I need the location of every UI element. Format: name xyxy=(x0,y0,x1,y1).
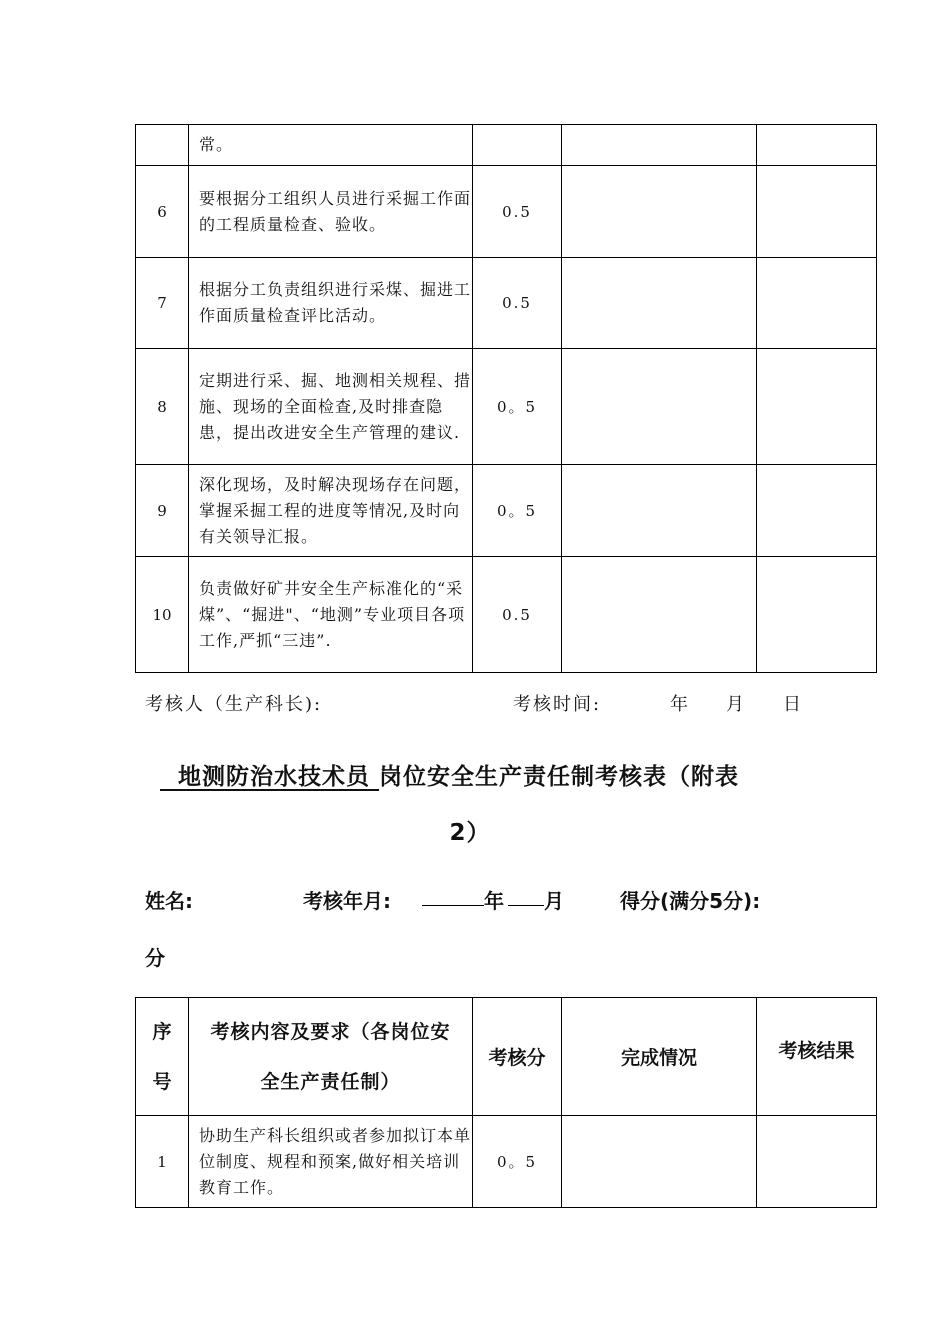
form-title xyxy=(160,758,820,791)
assessment-table xyxy=(135,997,877,1208)
name-label: 姓名: xyxy=(145,889,193,913)
row-content: 要根据分工组织人员进行采掘工作面的工程质量检查、验收。 xyxy=(189,166,473,258)
row-number: 6 xyxy=(136,166,189,258)
row-number: 10 xyxy=(136,557,189,673)
row-score: 0.5 xyxy=(473,166,562,258)
table-row xyxy=(136,1116,877,1208)
row-result-cell[interactable] xyxy=(757,1116,877,1208)
row-result-cell[interactable] xyxy=(757,166,877,258)
month-label: 月 xyxy=(726,694,746,715)
table-row xyxy=(136,258,877,349)
header-content: 考核内容及要求（各岗位安全生产责任制） xyxy=(189,998,473,1116)
row-status-cell[interactable] xyxy=(562,557,757,673)
row-content: 根据分工负责组织进行采煤、掘进工作面质量检查评比活动。 xyxy=(189,258,473,349)
position-name: 地测防治水技术员 xyxy=(178,764,371,790)
header-result: 考核结果 xyxy=(757,998,877,1116)
row-number: 8 xyxy=(136,349,189,465)
row-score xyxy=(473,125,562,166)
row-content: 负责做好矿井安全生产标准化的“采煤”、“掘进"、“地测”专业项目各项工作,严抓“三违”. xyxy=(189,557,473,673)
header-number: 序号 xyxy=(136,998,189,1116)
row-number: 7 xyxy=(136,258,189,349)
header-score: 考核分 xyxy=(473,998,562,1116)
month-label: 月 xyxy=(544,889,564,913)
row-status-cell[interactable] xyxy=(562,1116,757,1208)
row-status-cell[interactable] xyxy=(562,125,757,166)
table-header-row xyxy=(136,998,877,1116)
row-score: 0。5 xyxy=(473,349,562,465)
row-status-cell[interactable] xyxy=(562,258,757,349)
year-label: 年 xyxy=(484,889,504,913)
year-label: 年 xyxy=(670,694,690,715)
header-status: 完成情况 xyxy=(562,998,757,1116)
row-status-cell[interactable] xyxy=(562,166,757,258)
row-number: 9 xyxy=(136,465,189,557)
row-status-cell[interactable] xyxy=(562,465,757,557)
day-label: 日 xyxy=(783,694,803,715)
row-content: 常。 xyxy=(189,125,473,166)
row-number: 1 xyxy=(136,1116,189,1208)
row-score: 0.5 xyxy=(473,258,562,349)
score-label: 得分(满分5分): xyxy=(620,889,761,913)
form-title-line2: 2） xyxy=(449,820,491,846)
assessment-time-label: 考核时间: xyxy=(513,694,602,715)
table-row xyxy=(136,125,877,166)
row-content: 协助生产科长组织或者参加拟订本单位制度、规程和预案,做好相关培训教育工作。 xyxy=(189,1116,473,1208)
row-number xyxy=(136,125,189,166)
table-row xyxy=(136,465,877,557)
row-content: 定期进行采、掘、地测相关规程、措施、现场的全面检查,及时排查隐患，提出改进安全生产管理的建议. xyxy=(189,349,473,465)
assessment-table-continued xyxy=(135,124,877,673)
assessor-label: 考核人（生产科长): xyxy=(145,694,323,715)
row-status-cell[interactable] xyxy=(562,349,757,465)
row-content: 深化现场，及时解决现场存在问题，掌握采掘工程的进度等情况,及时向有关领导汇报。 xyxy=(189,465,473,557)
row-score: 0。5 xyxy=(473,1116,562,1208)
table-row xyxy=(136,557,877,673)
row-score: 0。5 xyxy=(473,465,562,557)
row-result-cell[interactable] xyxy=(757,465,877,557)
row-result-cell[interactable] xyxy=(757,349,877,465)
period-label: 考核年月: xyxy=(303,889,391,913)
table-row xyxy=(136,349,877,465)
row-result-cell[interactable] xyxy=(757,125,877,166)
row-score: 0.5 xyxy=(473,557,562,673)
form-title-rest: 岗位安全生产责任制考核表（附表 xyxy=(379,764,740,790)
score-unit: 分 xyxy=(145,946,165,970)
table-row xyxy=(136,166,877,258)
row-result-cell[interactable] xyxy=(757,557,877,673)
row-result-cell[interactable] xyxy=(757,258,877,349)
